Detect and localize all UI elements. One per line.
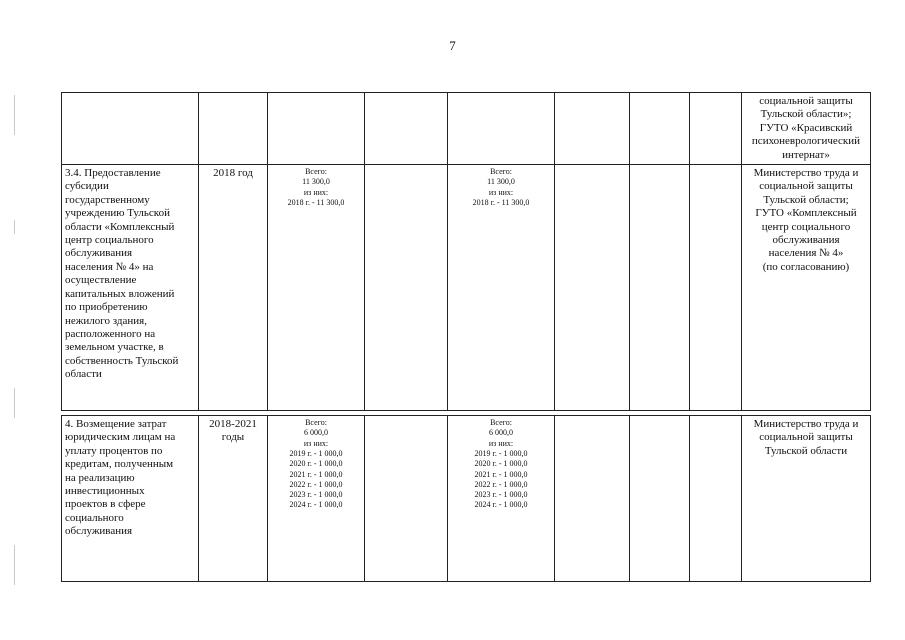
scan-margin-mark [14,95,15,135]
empty-cell [555,93,630,165]
financing-line: Всего: [305,418,327,428]
measure-name-line: государственному [65,193,150,206]
financing-line: 2018 г. - 11 300,0 [287,197,345,207]
financing-line: 2024 г. - 1 000,0 [474,500,528,510]
total-financing-cell [268,416,365,582]
financing-line: 2019 г. - 1 000,0 [289,448,343,458]
measure-name-line: 4. Возмещение затрат [65,418,167,431]
financing-line: 11 300,0 [487,177,515,187]
executor-cell [742,93,871,165]
financing-line: 2022 г. - 1 000,0 [289,479,343,489]
empty-cell [690,93,742,165]
empty-cell [690,416,742,582]
period-line: 2018 год [213,167,253,180]
scan-margin-mark [14,545,15,585]
financing-line: 2019 г. - 1 000,0 [474,448,528,458]
measure-name-line: инвестиционных [65,485,145,498]
executor-line: Тульской области; [763,193,849,206]
measure-name-cell [62,416,199,582]
financing-line: 2021 г. - 1 000,0 [289,469,343,479]
financing-line: Всего: [490,418,512,428]
federal-financing-cell [365,416,448,582]
measure-name-line: кредитам, полученным [65,458,174,471]
executor-line: населения № 4» [768,247,844,260]
table-row [62,93,871,165]
financing-line: 6 000,0 [304,428,328,438]
financing-line: 2022 г. - 1 000,0 [474,479,528,489]
financing-line: из них: [303,187,329,197]
financing-line: 2023 г. - 1 000,0 [474,490,528,500]
regional-financing-cell [448,93,555,165]
executor-line: Министерство труда и [753,167,859,180]
total-financing-cell [268,165,365,411]
executor-line: социальной защиты [759,95,853,107]
period-line: годы [221,431,245,444]
measure-name-line: уплату процентов по [65,444,163,457]
measure-name-line: области [65,368,102,381]
federal-financing-cell [365,93,448,165]
period-cell [199,416,268,582]
executor-line: обслуживания [772,234,840,247]
financing-line: 6 000,0 [489,428,513,438]
executor-line: (по согласованию) [762,260,850,273]
executor-line: Тульской области»; [760,108,852,121]
financing-line: 2021 г. - 1 000,0 [474,469,528,479]
executor-cell [742,416,871,582]
measure-name-line: 3.4. Предоставление [65,167,161,180]
empty-cell [690,165,742,411]
measure-name-cell [62,165,199,411]
empty-cell [555,165,630,411]
measure-name-line: социального [65,511,124,524]
measure-name-line: проектов в сфере [65,498,146,511]
table-row [62,165,871,411]
financing-line: 11 300,0 [302,177,330,187]
measure-name-line: обслуживания [65,525,133,538]
program-measures-table [61,92,871,582]
financing-line: 2023 г. - 1 000,0 [289,490,343,500]
measure-name-line: расположенного на [65,327,156,340]
period-cell [199,165,268,411]
empty-cell [630,93,690,165]
financing-line: 2018 г. - 11 300,0 [472,197,530,207]
measure-name-line: центр социального [65,234,154,247]
regional-financing-cell [448,165,555,411]
executor-line: интернат» [782,148,830,161]
financing-line: Всего: [305,167,327,177]
financing-line: Всего: [490,167,512,177]
measure-name-line: осуществление [65,274,137,287]
financing-line: из них: [488,438,514,448]
executor-line: центр социального [761,220,851,233]
measure-name-line: субсидии [65,180,109,193]
financing-line: из них: [303,438,329,448]
executor-line: ГУТО «Комплексный [755,207,857,220]
executor-line: психоневрологический [751,135,861,148]
scan-margin-mark [14,220,15,234]
total-financing-cell [268,93,365,165]
financing-line: 2020 г. - 1 000,0 [289,459,343,469]
executor-line: Тульской области [764,444,848,457]
federal-financing-cell [365,165,448,411]
measure-name-line: капитальных вложений [65,287,175,300]
measure-name-line: обслуживания [65,247,133,260]
executor-line: социальной защиты [759,180,853,193]
financing-line: из них: [488,187,514,197]
empty-cell [630,416,690,582]
period-line: 2018-2021 [209,418,257,431]
measure-name-line: по приобретению [65,301,148,314]
financing-line: 2020 г. - 1 000,0 [474,459,528,469]
page-number: 7 [449,38,456,53]
table-row [62,416,871,582]
empty-cell [630,165,690,411]
empty-cell [555,416,630,582]
measure-name-line: нежилого здания, [65,314,147,327]
period-cell [199,93,268,165]
measure-name-line: на реализацию [65,471,135,484]
financing-line: 2024 г. - 1 000,0 [289,500,343,510]
measure-name-cell [62,93,199,165]
executor-line: социальной защиты [759,431,853,444]
executor-line: ГУТО «Красивский [759,121,853,134]
measure-name-line: собственность Тульской [65,354,179,367]
executor-line: Министерство труда и [753,418,859,431]
measure-name-line: учреждению Тульской [65,207,170,220]
executor-cell [742,165,871,411]
measure-name-line: юридическим лицам на [65,431,176,444]
measure-name-line: земельном участке, в [65,341,164,354]
measure-name-line: области «Комплексный [65,220,175,233]
measure-name-line: населения № 4» на [65,260,154,273]
scan-margin-mark [14,388,15,418]
regional-financing-cell [448,416,555,582]
